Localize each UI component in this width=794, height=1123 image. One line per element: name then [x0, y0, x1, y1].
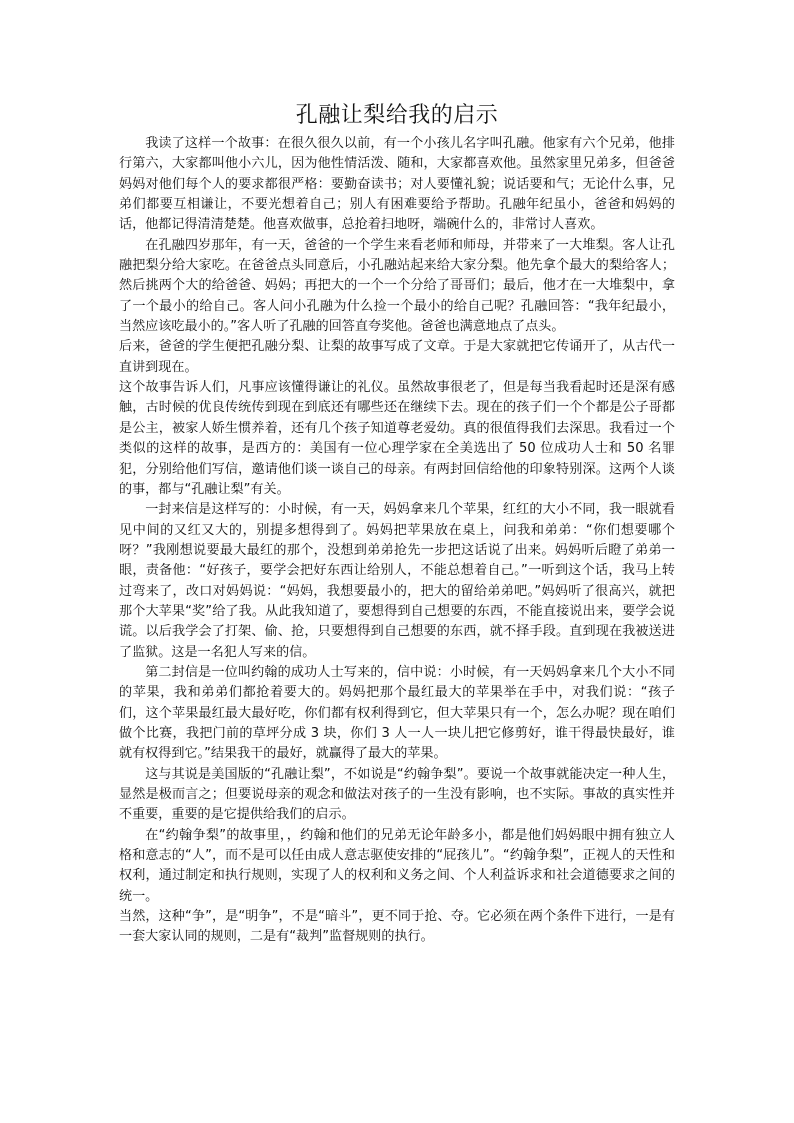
paragraph: 在“约翰争梨”的故事里，，约翰和他们的兄弟无论年龄多小，都是他们妈妈眼中拥有独立人格和意志的“人”，而不是可以任由成人意志驱使安排的“屁孩儿”。“约翰争梨”，正视人的天性和权利，通过制定和执行规则，实现了人的权利和义务之间、个人利益诉求和社会道德要求之间的统一。	[119, 827, 675, 904]
document-page	[119, 98, 675, 948]
paragraph: 一封来信是这样写的：小时候，有一天，妈妈拿来几个苹果，红红的大小不同，我一眼就看见中间的又红又大的，别提多想得到了。妈妈把苹果放在桌上，问我和弟弟：“你们想要哪个呀？”我刚想说要最大最红的那个，没想到弟弟抢先一步把这话说了出来。妈妈听后瞪了弟弟一眼，责备他：“好孩子，要学会把好东西让给别人，不能总想着自己。”一听到这个话，我马上转过弯来了，改口对妈妈说：“妈妈，我想要最小的，把大的留给弟弟吧。”妈妈听了很高兴，就把那个大苹果“奖”给了我。从此我知道了，要想得到自己想要的东西，不能直接说出来，要学会说谎。以后我学会了打架、偷、抢，只要想得到自己想要的东西，就不择手段。直到现在我被送进了监狱。这是一名犯人写来的信。	[119, 502, 675, 660]
paragraph: 后来，爸爸的学生便把孔融分梨、让梨的故事写成了文章。于是大家就把它传诵开了，从古代一直讲到现在。	[119, 339, 675, 375]
paragraph: 在孔融四岁那年，有一天，爸爸的一个学生来看老师和师母，并带来了一大堆梨。客人让孔融把梨分给大家吃。在爸爸点头同意后，小孔融站起来给大家分梨。他先拿个最大的梨给客人；然后挑两个大的给爸爸、妈妈；再把大的一个一个分给了哥哥们；最后，他才在一大堆梨中，拿了一个最小的给自己。客人问小孔融为什么捡一个最小的给自己呢？孔融回答：“我年纪最小，当然应该吃最小的。”客人听了孔融的回答直夸奖他。爸爸也满意地点了点头。	[119, 237, 675, 335]
paragraph: 当然，这种“争”，是“明争”，不是“暗斗”，更不同于抢、夺。它必须在两个条件下进行，一是有一套大家认同的规则，二是有“裁判”监督规则的执行。	[119, 909, 675, 945]
paragraph: 第二封信是一位叫约翰的成功人士写来的，信中说：小时候，有一天妈妈拿来几个大小不同的苹果，我和弟弟们都抢着要大的。妈妈把那个最红最大的苹果举在手中，对我们说：“孩子们，这个苹果最红最大最好吃，你们都有权利得到它，但大苹果只有一个，怎么办呢？现在咱们做个比赛，我把门前的草坪分成 3 块，你们 3 人一人一块儿把它修剪好，谁干得最快最好，谁就有权得到它。”结果我干的最好，就赢得了最大的苹果。	[119, 664, 675, 762]
paragraph: 这与其说是美国版的“孔融让梨”，不如说是“约翰争梨”。要说一个故事就能决定一种人生，显然是极而言之；但要说母亲的观念和做法对孩子的一生没有影响，也不实际。事故的真实性并不重要，重要的是它提供给我们的启示。	[119, 766, 675, 823]
paragraph: 这个故事告诉人们，凡事应该懂得谦让的礼仪。虽然故事很老了，但是每当我看起时还是深有感触，古时候的优良传统传到现在到底还有哪些还在继续下去。现在的孩子们一个个都是公子哥都是公主，被家人娇生惯养着，还有几个孩子知道尊老爱幼。真的很值得我们去深思。我看过一个类似的这样的故事，是西方的：美国有一位心理学家在全美选出了 50 位成功人士和 50 名罪犯，分别给他们写信，邀请他们谈一谈自己的母亲。有两封回信给他的印象特别深。这两个人谈的事，都与“孔融让梨”有关。	[119, 380, 675, 497]
document-title: 孔融让梨给我的启示	[295, 103, 499, 128]
document-body	[119, 134, 675, 948]
paragraph: 我读了这样一个故事：在很久很久以前，有一个小孩儿名字叫孔融。他家有六个兄弟，他排行第六，大家都叫他小六儿，因为他性情活泼、随和，大家都喜欢他。虽然家里兄弟多，但爸爸妈妈对他们每个人的要求都很严格：要勤奋读书；对人要懂礼貌；说话要和气；无论什么事，兄弟们都要互相谦让，不要光想着自己；别人有困难要给予帮助。孔融年纪虽小，爸爸和妈妈的话，他都记得清清楚楚。他喜欢做事，总抢着扫地呀，端碗什么的，非常讨人喜欢。	[119, 136, 675, 233]
